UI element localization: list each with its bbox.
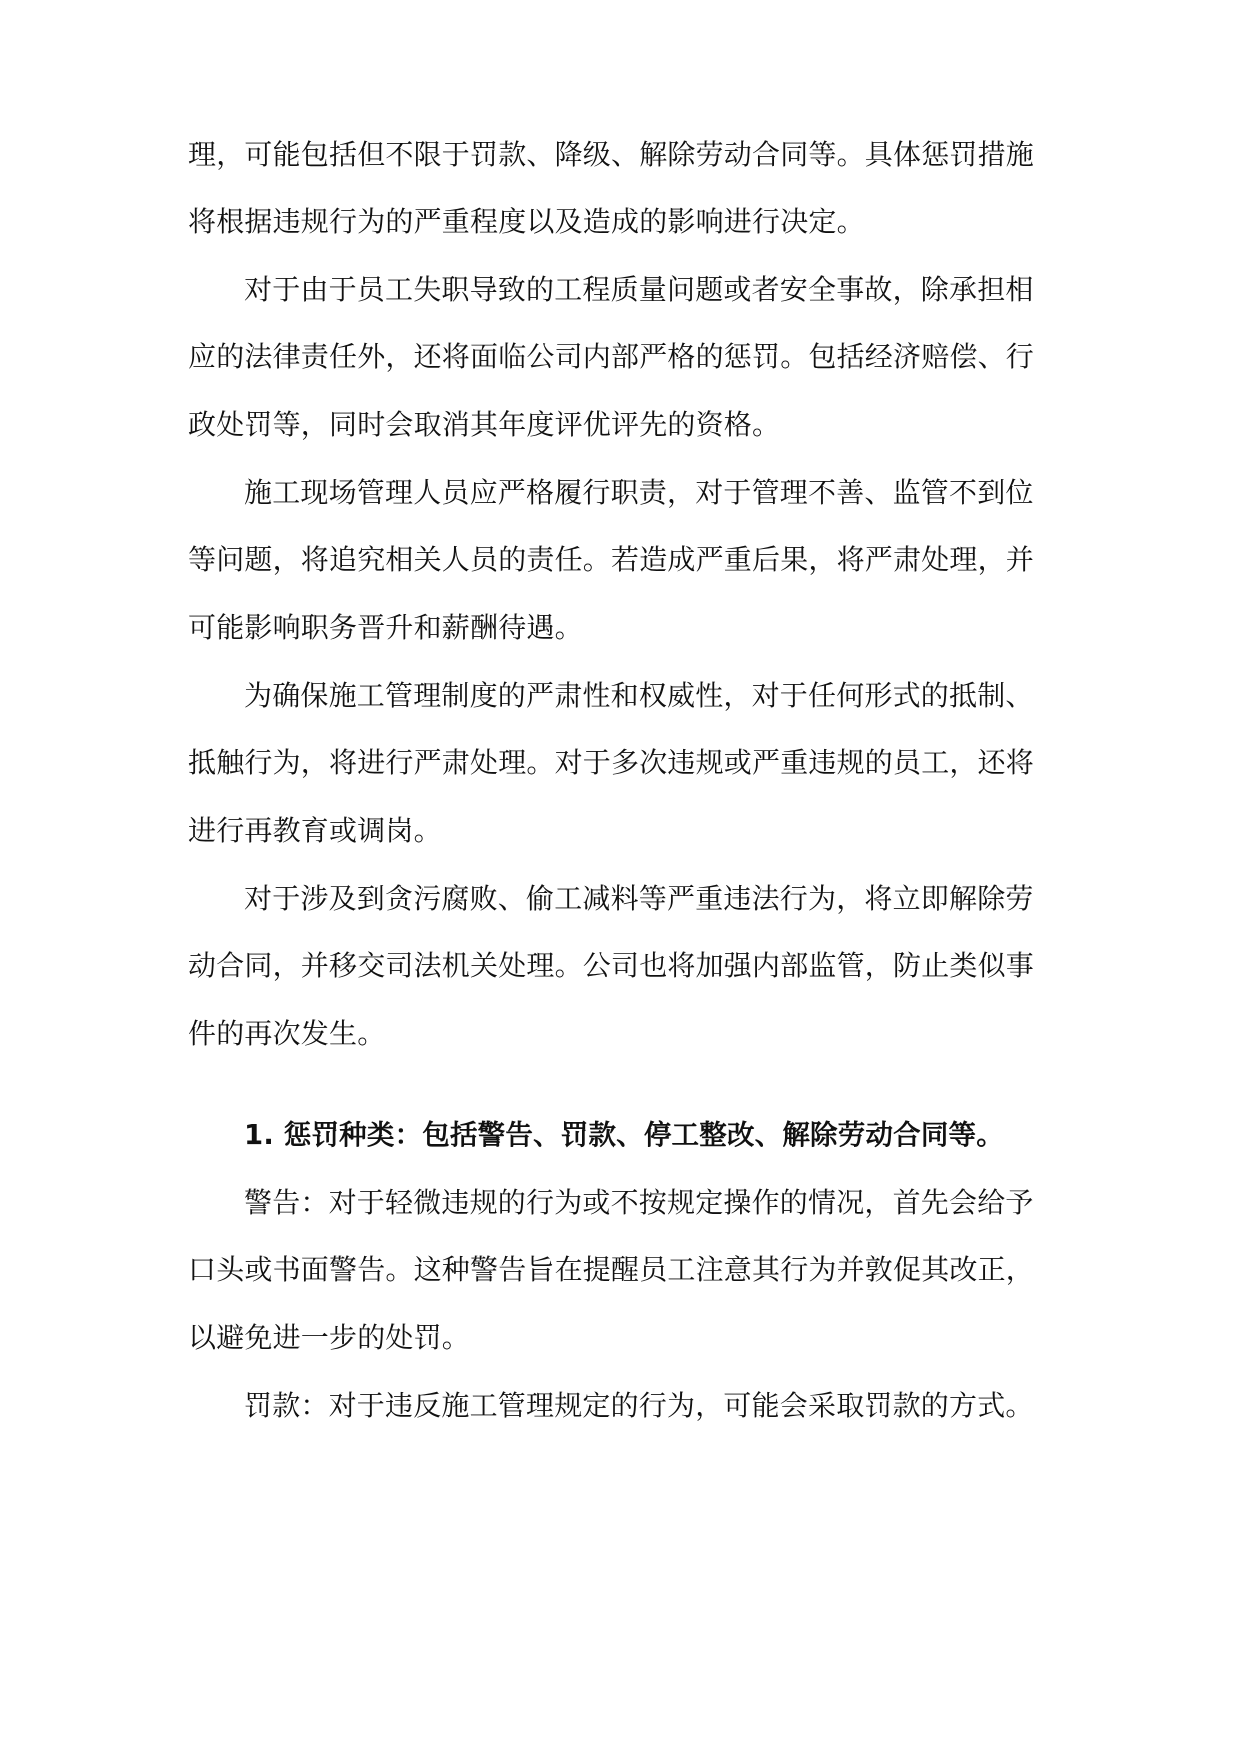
paragraph-line: 抵触行为，将进行严肃处理。对于多次违规或严重违规的员工，还将 xyxy=(188,746,1035,779)
paragraph-line: 施工现场管理人员应严格履行职责，对于管理不善、监管不到位 xyxy=(244,476,1034,509)
paragraph-line: 等问题，将追究相关人员的责任。若造成严重后果，将严肃处理，并 xyxy=(188,543,1035,576)
paragraph-line: 口头或书面警告。这种警告旨在提醒员工注意其行为并敦促其改正， xyxy=(188,1253,1035,1286)
paragraph-line: 为确保施工管理制度的严肃性和权威性，对于任何形式的抵制、 xyxy=(244,679,1034,712)
paragraph-line: 动合同，并移交司法机关处理。公司也将加强内部监管，防止类似事 xyxy=(188,949,1035,982)
paragraph-line: 罚款：对于违反施工管理规定的行为，可能会采取罚款的方式。 xyxy=(244,1389,1034,1422)
paragraph-line: 对于由于员工失职导致的工程质量问题或者安全事故，除承担相 xyxy=(244,273,1034,306)
paragraph-line: 理，可能包括但不限于罚款、降级、解除劳动合同等。具体惩罚措施 xyxy=(188,138,1035,171)
paragraph-line: 件的再次发生。 xyxy=(188,1017,386,1050)
section-heading: 1. 惩罚种类：包括警告、罚款、停工整改、解除劳动合同等。 xyxy=(244,1119,1004,1151)
paragraph-line: 将根据违规行为的严重程度以及造成的影响进行决定。 xyxy=(188,205,865,238)
paragraph-line: 可能影响职务晋升和薪酬待遇。 xyxy=(188,611,583,644)
paragraph-line: 以避免进一步的处罚。 xyxy=(188,1321,471,1354)
paragraph-line: 对于涉及到贪污腐败、偷工减料等严重违法行为，将立即解除劳 xyxy=(244,882,1034,915)
paragraph-line: 政处罚等，同时会取消其年度评优评先的资格。 xyxy=(188,408,781,441)
paragraph-line: 警告：对于轻微违规的行为或不按规定操作的情况，首先会给予 xyxy=(244,1186,1034,1219)
paragraph-line: 进行再教育或调岗。 xyxy=(188,814,442,847)
paragraph-line: 应的法律责任外，还将面临公司内部严格的惩罚。包括经济赔偿、行 xyxy=(188,340,1035,373)
